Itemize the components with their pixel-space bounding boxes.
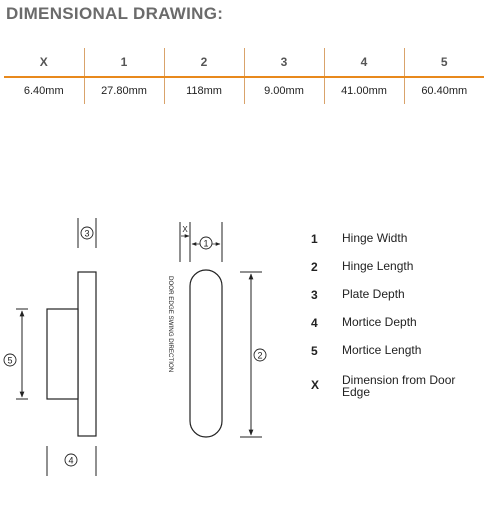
header-x: X xyxy=(4,48,84,77)
header-3: 3 xyxy=(244,48,324,77)
legend-key: 2 xyxy=(311,260,318,274)
legend-item xyxy=(308,288,488,316)
legend-key: 5 xyxy=(311,344,318,358)
value-1: 27.80mm xyxy=(84,77,164,104)
front-plate xyxy=(190,270,222,437)
side-plate xyxy=(78,272,96,436)
header-2: 2 xyxy=(164,48,244,77)
table-row xyxy=(4,77,484,104)
value-2: 118mm xyxy=(164,77,244,104)
legend-key: X xyxy=(311,378,320,392)
value-5: 60.40mm xyxy=(404,77,484,104)
value-x: 6.40mm xyxy=(23,85,64,97)
legend-label: Mortice Length xyxy=(342,343,422,357)
header-5: 5 xyxy=(404,48,484,77)
marker-5 xyxy=(4,354,16,366)
table-header-row xyxy=(4,48,484,77)
legend-label: Hinge Length xyxy=(342,259,414,273)
legend-label: Hinge Width xyxy=(342,231,408,245)
page-title: DIMENSIONAL DRAWING: xyxy=(6,4,224,23)
front-view xyxy=(180,222,262,437)
legend-key: 3 xyxy=(311,288,318,302)
legend-label: Plate Depth xyxy=(342,287,405,301)
swing-direction-label: DOOR EDGE SWING DIRECTION xyxy=(167,276,174,373)
x-label: X xyxy=(182,225,188,234)
value-4: 41.00mm xyxy=(324,77,404,104)
marker-5-text: 5 xyxy=(7,355,13,366)
legend-item xyxy=(308,316,488,344)
legend-item xyxy=(308,260,488,288)
legend-item xyxy=(308,344,488,372)
side-mortice xyxy=(47,309,78,399)
legend-label: Dimension from Door Edge xyxy=(342,373,456,399)
marker-3-text: 3 xyxy=(84,228,90,239)
dimensions-table xyxy=(4,48,484,104)
legend-item xyxy=(308,232,488,260)
hinge-drawing xyxy=(0,200,300,490)
marker-1-text: 1 xyxy=(203,238,209,249)
legend-item xyxy=(308,372,488,404)
marker-1 xyxy=(200,237,212,249)
marker-4 xyxy=(65,454,77,466)
marker-2-text: 2 xyxy=(257,350,263,361)
value-3: 9.00mm xyxy=(244,77,324,104)
legend-key: 1 xyxy=(311,232,318,246)
header-1: 1 xyxy=(84,48,164,77)
header-4: 4 xyxy=(324,48,404,77)
legend xyxy=(308,232,488,404)
side-view xyxy=(16,218,96,476)
legend-label: Mortice Depth xyxy=(342,315,417,329)
marker-2 xyxy=(254,349,266,361)
marker-3 xyxy=(81,227,93,239)
legend-key: 4 xyxy=(311,316,318,330)
marker-4-text: 4 xyxy=(68,455,74,466)
